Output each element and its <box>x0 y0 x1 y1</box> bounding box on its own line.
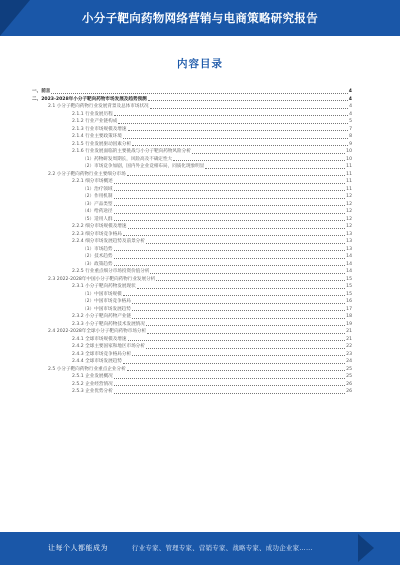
toc-leader-dots <box>123 138 348 139</box>
toc-entry[interactable] <box>30 283 352 291</box>
toc-entry[interactable] <box>30 388 352 396</box>
toc-entry[interactable] <box>30 366 352 374</box>
toc-entry-page: 26 <box>346 389 352 394</box>
toc-entry[interactable] <box>30 381 352 389</box>
report-title: 小分子靶向药物网络营销与电商策略研究报告 <box>82 11 318 25</box>
toc-entry-title: （1）市场趋势 <box>82 246 113 252</box>
toc-leader-dots <box>148 100 348 101</box>
toc-entry-title: （1）药物研发周期长，风险高及不确定性大 <box>82 156 173 162</box>
toc-entry[interactable] <box>30 351 352 359</box>
toc-heading: 内容目录 <box>177 58 223 70</box>
toc-leader-dots <box>128 130 349 131</box>
toc-entry-page: 14 <box>346 269 352 274</box>
toc-entry-page: 12 <box>346 201 352 207</box>
toc-entry-title: 2.5 小分子靶向药物行业重点企业分析 <box>48 366 126 372</box>
toc-entry-page: 25 <box>346 374 352 379</box>
toc-entry-page: 4 <box>348 96 352 102</box>
toc-entry[interactable] <box>30 163 352 171</box>
toc-entry[interactable] <box>30 306 352 314</box>
toc-entry-title: （2）作用机制 <box>82 194 113 199</box>
toc-entry-title: 2.4.3 全球市场竞争格局分析 <box>72 351 132 357</box>
toc-entry-title: （1）中国市场规模 <box>82 291 122 297</box>
toc-leader-dots <box>114 220 346 221</box>
toc-entry-page: 7 <box>349 126 352 132</box>
toc-entry-page: 15 <box>346 284 352 289</box>
toc-leader-dots <box>128 340 346 341</box>
toc-entry-title: 2.2.1 细分市场概述 <box>72 179 113 184</box>
toc-leader-dots <box>123 295 345 296</box>
toc-entry-title: 2.1.6 行业发展面临的主要挑战与小分子靶向药物风险分析 <box>72 149 191 154</box>
toc-leader-dots <box>114 393 345 394</box>
toc-leader-dots <box>132 303 345 304</box>
toc-entry-page: 12 <box>346 209 352 214</box>
toc-leader-dots <box>192 153 345 154</box>
page-header <box>0 0 400 36</box>
toc-entry-title: （3）产品类型 <box>82 201 113 207</box>
toc-entry-title: 2.2.2 细分市场规模及增速 <box>72 224 127 229</box>
toc-leader-dots <box>114 385 345 386</box>
toc-entry[interactable] <box>30 193 352 201</box>
toc-entry-page: 24 <box>346 359 352 364</box>
toc-entry[interactable] <box>30 171 352 179</box>
toc-entry-page: 10 <box>346 149 352 154</box>
toc-entry-title: 2.4.1 全球市场规模及增速 <box>72 336 127 342</box>
toc-entry-page: 17 <box>346 306 352 312</box>
toc-leader-dots <box>146 243 345 244</box>
toc-leader-dots <box>147 333 345 334</box>
toc-entry[interactable] <box>30 148 352 156</box>
toc-entry-page: 18 <box>346 314 352 319</box>
toc-leader-dots <box>114 205 346 206</box>
toc-entry-title: 2.1.4 行业主要政策环境 <box>72 134 122 139</box>
toc-entry-page: 14 <box>346 261 352 267</box>
toc-entry-page: 11 <box>346 171 352 177</box>
toc-entry[interactable] <box>30 298 352 306</box>
toc-entry-page: 14 <box>346 254 352 259</box>
toc-entry[interactable] <box>30 276 352 284</box>
page-footer <box>0 532 400 565</box>
toc-entry-page: 10 <box>346 156 352 162</box>
toc-leader-dots <box>132 145 348 146</box>
toc-entry[interactable] <box>30 208 352 216</box>
toc-entry[interactable] <box>30 156 352 164</box>
toc-leader-dots <box>127 175 345 176</box>
toc-entry-page: 21 <box>346 329 352 334</box>
toc-leader-dots <box>173 160 345 161</box>
toc-entry[interactable] <box>30 88 352 96</box>
toc-leader-dots <box>114 213 346 214</box>
toc-entry-title: （1）治疗领域 <box>82 186 113 192</box>
toc-leader-dots <box>205 168 345 169</box>
toc-entry-page: 13 <box>346 239 352 244</box>
toc-entry-page: 5 <box>349 119 352 124</box>
toc-entry[interactable] <box>30 246 352 254</box>
toc-entry[interactable] <box>30 253 352 261</box>
toc-leader-dots <box>132 310 345 311</box>
toc-entry-title: 2.4.4 全球市场发展趋势 <box>72 359 122 364</box>
toc-leader-dots <box>127 370 345 371</box>
toc-entry-title: 二、2023-2028年小分子靶向药物市场发展及趋势预测 <box>32 96 147 102</box>
toc-entry-page: 4 <box>349 111 352 117</box>
toc-entry[interactable] <box>30 313 352 321</box>
toc-entry-title: （3）中国市场发展趋势 <box>82 306 131 312</box>
toc-entry-title: 2.5.2 企业经营情况 <box>72 381 113 387</box>
toc-leader-dots <box>132 318 345 319</box>
toc-leader-dots <box>51 93 347 94</box>
toc-leader-dots <box>114 198 346 199</box>
toc-entry-page: 13 <box>346 231 352 237</box>
toc-leader-dots <box>114 258 346 259</box>
toc-entry-title: （2）技术趋势 <box>82 254 113 259</box>
toc-entry-title: （4）给药途径 <box>82 209 113 214</box>
toc-entry[interactable] <box>30 96 352 104</box>
toc-entry-title: 2.2.5 行业重点细分市场投资价值分析 <box>72 269 150 274</box>
toc-entry-page: 15 <box>346 276 352 282</box>
toc-entry-title: 2.3 2022-2028年中国小分子靶向药物行业发展分析 <box>48 276 156 282</box>
toc-entry[interactable] <box>30 373 352 381</box>
footer-slogan-right: 行业专家、管理专家、营销专家、战略专家、成功企业家…… <box>132 544 313 552</box>
toc-entry-title: （2）中国市场竞争格局 <box>82 299 131 304</box>
toc-entry-page: 13 <box>346 246 352 252</box>
toc-entry-page: 4 <box>349 104 352 109</box>
toc-entry-title: （5）适用人群 <box>82 216 113 222</box>
toc-entry[interactable] <box>30 216 352 224</box>
toc-entry-title: 2.1.3 行业市场规模及增速 <box>72 126 127 132</box>
toc-leader-dots <box>150 273 345 274</box>
toc-entry[interactable] <box>30 118 352 126</box>
toc-entry-page: 12 <box>346 216 352 222</box>
toc-entry-title: 2.2.3 细分市场竞争格局 <box>72 231 122 237</box>
toc-entry-title: 2.2.4 细分市场发展趋势及前景分析 <box>72 239 145 244</box>
toc-entry-page: 11 <box>346 186 352 192</box>
table-of-contents <box>30 88 352 396</box>
toc-leader-dots <box>114 115 348 116</box>
toc-entry-page: 8 <box>349 134 352 139</box>
toc-entry[interactable] <box>30 223 352 231</box>
toc-entry-title: 2.1.5 行业发展驱动因素分析 <box>72 141 132 147</box>
toc-entry[interactable] <box>30 126 352 134</box>
toc-entry[interactable] <box>30 328 352 336</box>
toc-leader-dots <box>156 280 345 281</box>
toc-entry-page: 12 <box>346 224 352 229</box>
toc-entry[interactable] <box>30 178 352 186</box>
toc-entry-title: 2.3.1 小分子靶向药物发展现状 <box>72 284 136 289</box>
toc-entry[interactable] <box>30 343 352 351</box>
toc-leader-dots <box>118 123 348 124</box>
toc-entry-title: 一、前言 <box>32 89 51 94</box>
toc-entry[interactable] <box>30 231 352 239</box>
toc-entry-page: 12 <box>346 194 352 199</box>
toc-leader-dots <box>114 265 346 266</box>
toc-entry-page: 11 <box>346 179 352 184</box>
toc-entry-title: 2.2 小分子靶向药物行业主要细分市场 <box>48 171 126 177</box>
toc-leader-dots <box>123 363 345 364</box>
toc-entry-title: 2.5.3 企业优势分析 <box>72 389 113 394</box>
toc-entry[interactable] <box>30 238 352 246</box>
toc-entry-title: 2.4 2022-2028年全球小分子靶向药物市场分析 <box>48 329 147 334</box>
toc-leader-dots <box>137 288 345 289</box>
toc-entry-page: 25 <box>346 366 352 372</box>
toc-entry-page: 15 <box>346 291 352 297</box>
toc-entry-page: 26 <box>346 381 352 387</box>
toc-entry-title: 2.1.1 行业发展历程 <box>72 111 113 117</box>
toc-entry-page: 11 <box>346 164 352 169</box>
toc-entry[interactable] <box>30 103 352 111</box>
toc-entry[interactable] <box>30 201 352 209</box>
toc-entry[interactable] <box>30 186 352 194</box>
toc-entry-page: 9 <box>349 141 352 147</box>
toc-leader-dots <box>114 378 345 379</box>
toc-entry[interactable] <box>30 336 352 344</box>
toc-leader-dots <box>114 183 345 184</box>
toc-entry[interactable] <box>30 141 352 149</box>
toc-entry[interactable] <box>30 261 352 269</box>
toc-leader-dots <box>114 250 346 251</box>
toc-leader-dots <box>132 355 345 356</box>
toc-entry-title: 2.1.2 行业产业链构成 <box>72 119 118 124</box>
toc-entry[interactable] <box>30 268 352 276</box>
toc-entry-page: 4 <box>348 89 352 94</box>
toc-leader-dots <box>146 348 345 349</box>
toc-entry-page: 21 <box>346 336 352 342</box>
toc-entry-title: 2.3.3 小分子靶向药物技术发展情况 <box>72 321 145 327</box>
toc-entry-page: 16 <box>346 299 352 304</box>
toc-entry-page: 23 <box>346 351 352 357</box>
toc-entry[interactable] <box>30 321 352 329</box>
toc-leader-dots <box>146 325 345 326</box>
toc-entry-page: 22 <box>346 344 352 349</box>
toc-leader-dots <box>128 228 346 229</box>
toc-entry-title: 2.1 小分子靶向药物行业发展背景及总体市场状况 <box>48 104 149 109</box>
toc-entry[interactable] <box>30 111 352 119</box>
toc-entry-title: 2.4.2 全球主要国家和地区市场分析 <box>72 344 145 349</box>
toc-entry-title: （2）市场竞争加剧，国内外企业竞相布局，同质化现象明显 <box>82 164 205 169</box>
toc-entry-title: 2.3.2 小分子靶向药物产业链 <box>72 314 132 319</box>
toc-leader-dots <box>114 190 346 191</box>
toc-entry[interactable] <box>30 358 352 366</box>
toc-entry[interactable] <box>30 133 352 141</box>
footer-slogan-left: 让每个人都能成为 <box>48 544 108 552</box>
toc-leader-dots <box>150 108 348 109</box>
toc-entry-title: （3）政策趋势 <box>82 261 113 267</box>
toc-leader-dots <box>123 235 345 236</box>
toc-entry-page: 19 <box>346 321 352 327</box>
toc-entry-title: 2.5.1 企业发展概况 <box>72 374 113 379</box>
footer-chevron-decoration <box>358 534 374 562</box>
toc-entry[interactable] <box>30 291 352 299</box>
